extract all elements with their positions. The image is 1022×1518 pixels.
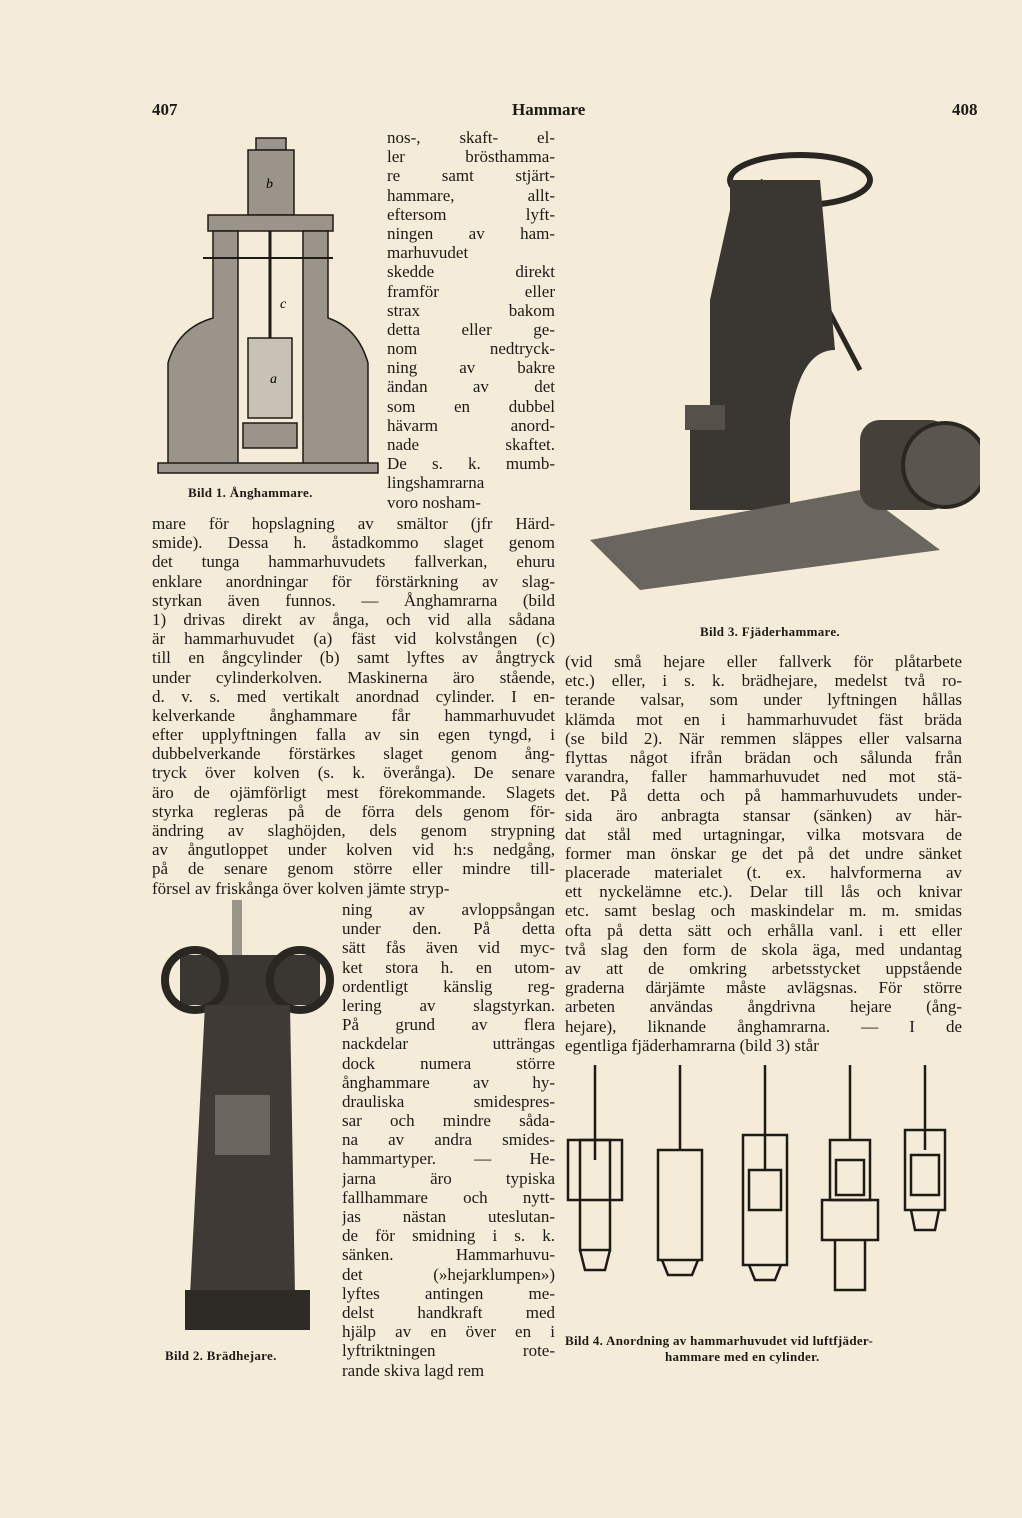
- text-line: ett nyckelämne etc.). Delar till lås och knivar: [565, 882, 962, 902]
- column-mid-narrow: [342, 900, 555, 1380]
- text-line: etc. samt beslag och maskindelar m. m. smidas: [565, 901, 962, 921]
- text-line: är hammarhuvudet (a) fäst vid kolvstången (c): [152, 629, 555, 649]
- text-line: till en ångcylinder (b) samt lyftes av ångtryck: [152, 648, 555, 668]
- text-line: drauliska smidespres-: [342, 1091, 555, 1111]
- text-line: enklare anordningar för förstärkning av slag-: [152, 571, 555, 591]
- text-line: ändan av det: [387, 377, 555, 397]
- column-right: [565, 652, 962, 1055]
- column-top-narrow: [387, 128, 555, 512]
- page-number-left: 407: [152, 100, 178, 119]
- text-line: fallhammare och nytt-: [342, 1187, 555, 1207]
- text-line: (se bild 2). När remmen släppes eller valsarna: [565, 728, 962, 748]
- text-line: äro de ojämförligt mest förekommande. Slagets: [152, 782, 555, 802]
- text-line: de för smidning i s. k.: [342, 1226, 555, 1246]
- column-left-full: [152, 514, 555, 898]
- text-line: former man önskar ge det på det undre sänket: [565, 843, 962, 863]
- text-line: ket stora h. en utom-: [342, 957, 555, 977]
- label-c: c: [280, 297, 287, 312]
- text-line: placerade materialet (t. ex. halvformerna av: [565, 863, 962, 883]
- text-line: skedde direkt: [387, 262, 555, 282]
- text-line: ordentligt känslig reg-: [342, 976, 555, 996]
- text-line: terande valsar, som under lyftningen hållas: [565, 690, 962, 710]
- text-line: kelverkande ånghammare får hammarhuvudet: [152, 705, 555, 725]
- label-b: b: [266, 177, 273, 192]
- text-line: hjälp av en över en i: [342, 1322, 555, 1342]
- text-line: varandra, faller hammarhuvudet ned mot stä-: [565, 767, 962, 787]
- caption-bild-4-line2: hammare med en cylinder.: [665, 1349, 820, 1364]
- text-line: lering av slagstyrkan.: [342, 995, 555, 1015]
- text-line: etc.) eller, i s. k. brädhejare, medelst två ro-: [565, 671, 962, 691]
- text-line: som en dubbel: [387, 396, 555, 416]
- caption-bild-3: Bild 3. Fjäderhammare.: [700, 624, 840, 639]
- text-line: marhuvudet: [387, 243, 469, 263]
- text-line: (vid små hejare eller fallverk för plåtarbete: [565, 652, 962, 671]
- text-line: det tunga hammarhuvudets fallverkan, ehuru: [152, 552, 555, 572]
- text-line: sänken. Hammarhuvu-: [342, 1245, 555, 1265]
- text-line: egentliga fjäderhamrarna (bild 3) står: [565, 1035, 819, 1055]
- text-line: mare för hopslagning av smältor (jfr Härd-: [152, 514, 555, 533]
- page-title: Hammare: [512, 100, 586, 119]
- text-line: dock numera större: [342, 1053, 555, 1073]
- text-line: det (»hejarklumpen»): [342, 1264, 555, 1284]
- text-line: delst handkraft med: [342, 1302, 555, 1322]
- text-line: rande skiva lagd rem: [342, 1360, 485, 1380]
- caption-bild-4-line1: Bild 4. Anordning av hammarhuvudet vid luftfjäder-: [565, 1333, 874, 1348]
- text-line: re samt stjärt-: [387, 166, 555, 186]
- text-line: styrkan även funnos. — Ånghamrarna (bild: [152, 590, 555, 610]
- page-number-right: 408: [952, 100, 978, 119]
- text-line: flyttas något ifrån brädan och sålunda från: [565, 747, 962, 767]
- text-line: av ångutloppet under kolven vid h:s nedgång,: [152, 840, 555, 860]
- text-line: nom nedtryck-: [387, 339, 555, 359]
- text-line: det. På detta och på hammarhuvudets under-: [565, 786, 962, 806]
- text-line: av att de omkring arbetsstycket uppstående: [565, 959, 962, 978]
- text-line: ningen av ham-: [387, 223, 555, 243]
- text-line: styrka regleras på de förra dels genom för-: [152, 801, 555, 821]
- text-line: lyftriktningen rote-: [342, 1341, 555, 1361]
- text-line: sida äro anbragta stansar (sänken) av här-: [565, 805, 962, 825]
- text-line: ning av avloppsångan: [342, 900, 555, 919]
- text-line: nackdelar utträngas: [342, 1034, 555, 1054]
- text-line: ändring av slaghöjden, dels genom strypning: [152, 821, 555, 840]
- text-line: sar och mindre såda-: [342, 1111, 555, 1131]
- text-line: smide). Dessa h. åstadkommo slaget genom: [152, 533, 555, 553]
- figure-board-drop-hammer-photo: [160, 895, 335, 1345]
- text-line: under cylinderkolven. Maskinerna äro stående,: [152, 667, 555, 687]
- text-line: hejare), liknande ånghamrarna. — I de: [565, 1016, 962, 1036]
- text-line: under den. På detta: [342, 919, 555, 939]
- caption-bild-2: Bild 2. Brädhejare.: [165, 1348, 277, 1363]
- text-line: nos-, skaft- el-: [387, 128, 555, 147]
- text-line: hammare, allt-: [387, 185, 555, 205]
- text-line: På grund av flera: [342, 1015, 555, 1035]
- text-line: 1) drivas direkt av ånga, och vid alla sådana: [152, 609, 555, 629]
- text-line: jarna äro typiska: [342, 1168, 555, 1188]
- text-line: dat stål med urtagningar, vilka motsvara de: [565, 824, 962, 844]
- text-line: klämda mot en i hammarhuvudet fäst bräda: [565, 709, 962, 729]
- text-line: arbeten användas ångdrivna hejare (ång-: [565, 997, 962, 1017]
- text-line: ånghammare av hy-: [342, 1072, 555, 1092]
- text-line: framför eller: [387, 281, 555, 301]
- text-line: lyftes antingen me-: [342, 1283, 555, 1303]
- text-line: ning av bakre: [387, 358, 555, 378]
- text-line: jas nästan uteslutan-: [342, 1207, 555, 1226]
- text-line: på de senare genom större eller mindre till-: [152, 859, 555, 879]
- text-line: efter upplyftningen falla av sin egen tyngd, i: [152, 725, 555, 745]
- text-line: tryck över kolven (s. k. överånga). De senare: [152, 763, 555, 783]
- text-line: dubbelverkande förstärkes slaget genom ång-: [152, 744, 555, 764]
- figure-spring-hammer-photo: [560, 120, 980, 610]
- label-a: a: [270, 372, 277, 387]
- figure-air-spring-diagrams: [565, 1060, 965, 1330]
- figure-steam-hammer: [148, 128, 388, 483]
- text-line: lingshamrarna: [387, 473, 485, 493]
- text-line: eftersom lyft-: [387, 204, 555, 224]
- text-line: ofta på detta sätt och erhålla vanl. i ett eller: [565, 920, 962, 940]
- text-line: strax bakom: [387, 300, 555, 320]
- text-line: ler brösthamma-: [387, 147, 555, 167]
- text-line: hammartyper. — He-: [342, 1149, 555, 1169]
- text-line: nade skaftet.: [387, 435, 555, 454]
- text-line: försel av friskånga över kolven jämte stryp-: [152, 878, 450, 898]
- text-line: detta eller ge-: [387, 319, 555, 339]
- text-line: voro nosham-: [387, 492, 481, 512]
- text-line: d. v. s. med vertikalt anordnad cylinder. I en-: [152, 686, 555, 706]
- text-line: graderna därjämte måste avlägsnas. För större: [565, 978, 962, 998]
- text-line: hävarm anord-: [387, 415, 555, 435]
- text-line: De s. k. mumb-: [387, 454, 555, 474]
- text-line: två slag den form de skola äga, med undantag: [565, 939, 962, 959]
- caption-bild-1: Bild 1. Ånghammare.: [188, 485, 313, 500]
- text-line: sätt fås även vid myc-: [342, 938, 555, 958]
- text-line: na av andra smides-: [342, 1130, 555, 1150]
